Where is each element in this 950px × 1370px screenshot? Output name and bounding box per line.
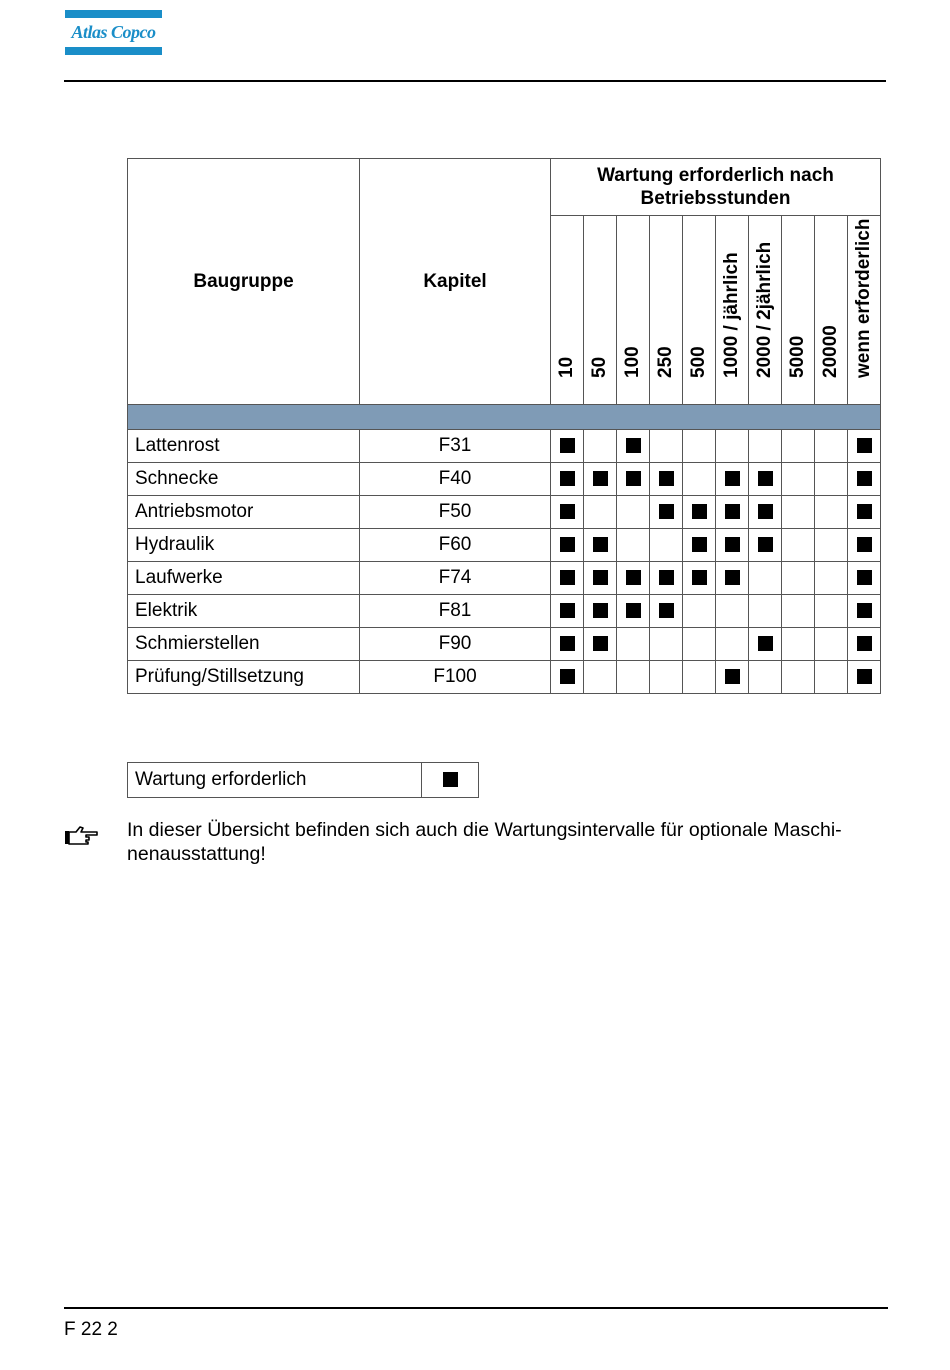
maintenance-square-icon bbox=[758, 471, 773, 486]
mark-cell bbox=[551, 529, 584, 562]
maintenance-square-icon bbox=[857, 438, 872, 453]
mark-cell bbox=[848, 430, 881, 463]
group-cell: Hydraulik bbox=[128, 529, 360, 562]
mark-cell bbox=[782, 628, 815, 661]
chapter-cell: F74 bbox=[360, 562, 551, 595]
legend-table bbox=[127, 762, 479, 798]
chapter-cell: F90 bbox=[360, 628, 551, 661]
maintenance-square-icon bbox=[857, 471, 872, 486]
group-cell: Elektrik bbox=[128, 595, 360, 628]
group-cell: Schnecke bbox=[128, 463, 360, 496]
table-row bbox=[128, 463, 881, 496]
mark-cell bbox=[551, 430, 584, 463]
note-text: In dieser Übersicht befinden sich auch die Wartungsintervalle für optionale Maschi-nenausstattung! bbox=[127, 819, 842, 865]
maintenance-square-icon bbox=[626, 570, 641, 585]
maintenance-square-icon bbox=[626, 471, 641, 486]
mark-cell bbox=[650, 529, 683, 562]
group-cell: Antriebsmotor bbox=[128, 496, 360, 529]
interval-label: 20000 bbox=[820, 325, 841, 378]
interval-header-cell bbox=[683, 216, 716, 405]
logo-bar-top bbox=[65, 10, 162, 18]
maintenance-square-icon bbox=[560, 636, 575, 651]
maintenance-square-icon bbox=[692, 570, 707, 585]
mark-cell bbox=[848, 496, 881, 529]
interval-header-cell bbox=[617, 216, 650, 405]
maintenance-square-icon bbox=[560, 603, 575, 618]
table-row bbox=[128, 562, 881, 595]
mark-cell bbox=[815, 463, 848, 496]
mark-cell bbox=[683, 430, 716, 463]
maintenance-square-icon bbox=[725, 570, 740, 585]
legend-mark-cell bbox=[422, 763, 479, 798]
mark-cell bbox=[848, 529, 881, 562]
interval-header-cell bbox=[650, 216, 683, 405]
maintenance-square-icon bbox=[857, 537, 872, 552]
mark-cell bbox=[650, 562, 683, 595]
maintenance-square-icon bbox=[593, 471, 608, 486]
maintenance-square-icon bbox=[758, 636, 773, 651]
mark-cell bbox=[782, 430, 815, 463]
mark-cell bbox=[683, 463, 716, 496]
chapter-cell: F81 bbox=[360, 595, 551, 628]
maintenance-square-icon bbox=[626, 603, 641, 618]
maintenance-square-icon bbox=[692, 504, 707, 519]
mark-cell bbox=[749, 562, 782, 595]
legend-label: Wartung erforderlich bbox=[128, 763, 422, 798]
mark-cell bbox=[551, 661, 584, 694]
table-row bbox=[128, 430, 881, 463]
mark-cell bbox=[551, 628, 584, 661]
mark-cell bbox=[749, 595, 782, 628]
mark-cell bbox=[584, 628, 617, 661]
mark-cell bbox=[650, 430, 683, 463]
table-row bbox=[128, 628, 881, 661]
mark-cell bbox=[584, 529, 617, 562]
mark-cell bbox=[716, 562, 749, 595]
header-maintenance: Wartung erforderlich nach Betriebsstunden bbox=[551, 159, 881, 216]
maintenance-square-icon bbox=[857, 570, 872, 585]
interval-header-cell bbox=[815, 216, 848, 405]
mark-cell bbox=[749, 496, 782, 529]
mark-cell bbox=[551, 496, 584, 529]
maintenance-square-icon bbox=[857, 669, 872, 684]
interval-label: 2000 / 2jährlich bbox=[754, 241, 775, 378]
table-row bbox=[128, 661, 881, 694]
mark-cell bbox=[848, 661, 881, 694]
interval-header-cell bbox=[848, 216, 881, 405]
mark-cell bbox=[650, 463, 683, 496]
interval-header-cell bbox=[716, 216, 749, 405]
maintenance-square-icon bbox=[560, 438, 575, 453]
header-group: Baugruppe bbox=[128, 159, 360, 405]
maintenance-square-icon bbox=[626, 438, 641, 453]
interval-header-cell bbox=[584, 216, 617, 405]
mark-cell bbox=[782, 661, 815, 694]
mark-cell bbox=[683, 628, 716, 661]
maintenance-square-icon bbox=[725, 504, 740, 519]
group-cell: Laufwerke bbox=[128, 562, 360, 595]
interval-label: 500 bbox=[688, 346, 709, 378]
mark-cell bbox=[683, 562, 716, 595]
maintenance-square-icon bbox=[725, 471, 740, 486]
mark-cell bbox=[683, 661, 716, 694]
mark-cell bbox=[782, 463, 815, 496]
mark-cell bbox=[584, 595, 617, 628]
mark-cell bbox=[815, 529, 848, 562]
mark-cell bbox=[584, 463, 617, 496]
group-cell: Schmierstellen bbox=[128, 628, 360, 661]
mark-cell bbox=[683, 529, 716, 562]
maintenance-square-icon bbox=[593, 603, 608, 618]
mark-cell bbox=[584, 661, 617, 694]
mark-cell bbox=[617, 463, 650, 496]
mark-cell bbox=[782, 595, 815, 628]
mark-cell bbox=[617, 430, 650, 463]
maintenance-square-icon bbox=[659, 504, 674, 519]
table-row bbox=[128, 595, 881, 628]
maintenance-square-icon bbox=[593, 636, 608, 651]
maintenance-square-icon bbox=[560, 504, 575, 519]
interval-header-cell bbox=[782, 216, 815, 405]
mark-cell bbox=[716, 496, 749, 529]
mark-cell bbox=[650, 496, 683, 529]
chapter-cell: F40 bbox=[360, 463, 551, 496]
maintenance-square-icon bbox=[659, 603, 674, 618]
mark-cell bbox=[584, 496, 617, 529]
interval-label: 10 bbox=[556, 356, 577, 378]
maintenance-square-icon bbox=[593, 570, 608, 585]
mark-cell bbox=[749, 430, 782, 463]
mark-cell bbox=[848, 628, 881, 661]
mark-cell bbox=[650, 628, 683, 661]
mark-cell bbox=[617, 661, 650, 694]
mark-cell bbox=[716, 661, 749, 694]
interval-header-cell bbox=[749, 216, 782, 405]
mark-cell bbox=[617, 595, 650, 628]
maintenance-square-icon bbox=[857, 504, 872, 519]
chapter-cell: F100 bbox=[360, 661, 551, 694]
interval-label: wenn erforderlich bbox=[853, 218, 874, 378]
maintenance-square-icon bbox=[857, 636, 872, 651]
mark-cell bbox=[782, 496, 815, 529]
section-band bbox=[128, 405, 881, 430]
footer-rule bbox=[64, 1307, 888, 1309]
mark-cell bbox=[551, 463, 584, 496]
logo-text: Atlas Copco bbox=[71, 22, 156, 42]
maintenance-square-icon bbox=[593, 537, 608, 552]
mark-cell bbox=[848, 562, 881, 595]
group-cell: Lattenrost bbox=[128, 430, 360, 463]
maintenance-square-icon bbox=[758, 504, 773, 519]
maintenance-square-icon bbox=[560, 669, 575, 684]
maintenance-square-icon bbox=[725, 669, 740, 684]
mark-cell bbox=[617, 628, 650, 661]
maintenance-square-icon bbox=[659, 570, 674, 585]
header-rule bbox=[64, 80, 886, 82]
mark-cell bbox=[782, 562, 815, 595]
maintenance-square-icon bbox=[857, 603, 872, 618]
legend-square-icon bbox=[443, 772, 458, 787]
mark-cell bbox=[749, 529, 782, 562]
interval-label: 5000 bbox=[787, 335, 808, 378]
mark-cell bbox=[815, 430, 848, 463]
mark-cell bbox=[749, 628, 782, 661]
mark-cell bbox=[650, 661, 683, 694]
mark-cell bbox=[716, 529, 749, 562]
maintenance-square-icon bbox=[758, 537, 773, 552]
interval-label: 50 bbox=[589, 356, 610, 378]
mark-cell bbox=[749, 463, 782, 496]
maintenance-square-icon bbox=[725, 537, 740, 552]
mark-cell bbox=[848, 595, 881, 628]
maintenance-square-icon bbox=[560, 570, 575, 585]
mark-cell bbox=[815, 562, 848, 595]
mark-cell bbox=[551, 595, 584, 628]
mark-cell bbox=[617, 529, 650, 562]
mark-cell bbox=[749, 661, 782, 694]
table-row bbox=[128, 529, 881, 562]
mark-cell bbox=[815, 628, 848, 661]
mark-cell bbox=[617, 562, 650, 595]
group-cell: Prüfung/Stillsetzung bbox=[128, 661, 360, 694]
mark-cell bbox=[716, 628, 749, 661]
interval-label: 100 bbox=[622, 346, 643, 378]
interval-label: 250 bbox=[655, 346, 676, 378]
header-chapter: Kapitel bbox=[360, 159, 551, 405]
mark-cell bbox=[650, 595, 683, 628]
chapter-cell: F31 bbox=[360, 430, 551, 463]
mark-cell bbox=[782, 529, 815, 562]
maintenance-square-icon bbox=[560, 471, 575, 486]
mark-cell bbox=[848, 463, 881, 496]
mark-cell bbox=[584, 562, 617, 595]
interval-header-cell bbox=[551, 216, 584, 405]
pointing-hand-icon bbox=[64, 823, 100, 847]
mark-cell bbox=[551, 562, 584, 595]
interval-label: 1000 / jährlich bbox=[721, 252, 742, 378]
mark-cell bbox=[617, 496, 650, 529]
page-number: F 22 2 bbox=[64, 1319, 118, 1340]
table-row bbox=[128, 496, 881, 529]
mark-cell bbox=[716, 463, 749, 496]
maintenance-square-icon bbox=[560, 537, 575, 552]
mark-cell bbox=[815, 661, 848, 694]
mark-cell bbox=[716, 595, 749, 628]
chapter-cell: F50 bbox=[360, 496, 551, 529]
logo-bar-bottom bbox=[65, 47, 162, 55]
mark-cell bbox=[683, 595, 716, 628]
maintenance-table bbox=[127, 158, 881, 694]
atlas-copco-logo bbox=[65, 10, 162, 55]
mark-cell bbox=[683, 496, 716, 529]
mark-cell bbox=[584, 430, 617, 463]
mark-cell bbox=[716, 430, 749, 463]
mark-cell bbox=[815, 496, 848, 529]
chapter-cell: F60 bbox=[360, 529, 551, 562]
maintenance-square-icon bbox=[659, 471, 674, 486]
maintenance-square-icon bbox=[692, 537, 707, 552]
mark-cell bbox=[815, 595, 848, 628]
